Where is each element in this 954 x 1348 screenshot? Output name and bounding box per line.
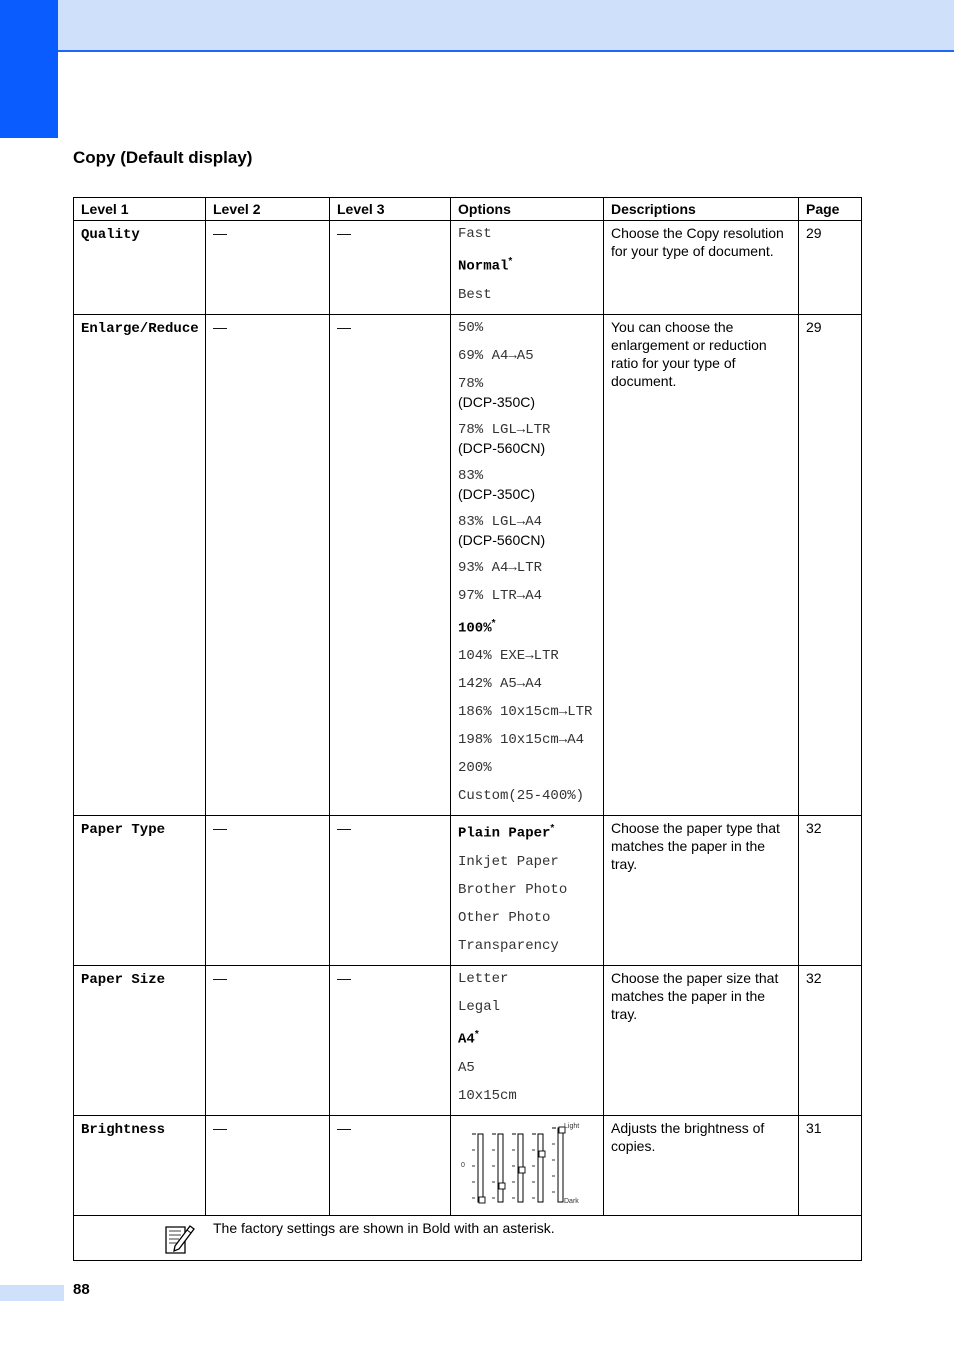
option-item xyxy=(458,225,597,243)
option-label: 93% A4→LTR xyxy=(458,559,543,576)
level3-cell: — xyxy=(330,221,451,315)
option-item xyxy=(458,703,597,721)
header-level1: Level 1 xyxy=(74,198,206,221)
page-cell: 31 xyxy=(799,1115,862,1215)
option-item xyxy=(458,559,597,577)
option-label: 10x15cm xyxy=(458,1087,517,1104)
page-cell: 29 xyxy=(799,314,862,816)
header-band xyxy=(0,0,954,52)
page-tab xyxy=(0,1285,64,1301)
option-label: Transparency xyxy=(458,937,559,954)
option-label: 104% EXE→LTR xyxy=(458,648,559,665)
note-text: The factory settings are shown in Bold with an asterisk. xyxy=(213,1219,555,1236)
section-title: Copy (Default display) xyxy=(73,148,253,167)
option-item xyxy=(458,375,597,411)
header-options: Options xyxy=(451,198,604,221)
options-cell xyxy=(451,816,604,966)
option-item xyxy=(458,587,597,605)
option-label: 83% LGL→A4 xyxy=(458,513,543,530)
level1-cell: Paper Type xyxy=(74,816,206,966)
option-label: Inkjet Paper xyxy=(458,853,559,870)
level3-cell: — xyxy=(330,1115,451,1215)
table-row xyxy=(74,965,862,1115)
option-label: 50% xyxy=(458,319,484,336)
option-item xyxy=(458,787,597,805)
level2-cell: — xyxy=(206,816,330,966)
option-item xyxy=(458,853,597,871)
option-label: 69% A4→A5 xyxy=(458,347,534,364)
option-item xyxy=(458,1059,597,1077)
option-item xyxy=(458,731,597,749)
option-item xyxy=(458,615,597,638)
table-row xyxy=(74,314,862,816)
note-row xyxy=(74,1215,862,1260)
option-label: 198% 10x15cm→A4 xyxy=(458,732,585,749)
option-label: 142% A5→A4 xyxy=(458,676,543,693)
table-row xyxy=(74,816,862,966)
option-label: Other Photo xyxy=(458,909,551,926)
level3-cell: — xyxy=(330,816,451,966)
table-row xyxy=(74,221,862,315)
option-label: 83% xyxy=(458,467,484,484)
default-asterisk: * xyxy=(474,1028,479,1040)
model-note: (DCP-350C) xyxy=(458,393,536,410)
options-cell xyxy=(451,1115,604,1215)
option-item xyxy=(458,909,597,927)
table-row xyxy=(74,1115,862,1215)
description-cell: Choose the Copy resolution for your type of document. xyxy=(604,221,799,315)
option-label: Legal xyxy=(458,998,501,1015)
default-asterisk: * xyxy=(491,617,496,629)
header-level3: Level 3 xyxy=(330,198,451,221)
header-descriptions: Descriptions xyxy=(604,198,799,221)
copy-settings-table xyxy=(73,197,862,1261)
option-label: Best xyxy=(458,286,492,303)
description-cell: Choose the paper type that matches the paper in the tray. xyxy=(604,816,799,966)
level2-cell: — xyxy=(206,314,330,816)
option-label: A4 xyxy=(458,1031,475,1048)
option-item xyxy=(458,820,597,843)
level1-cell: Enlarge/Reduce xyxy=(74,314,206,816)
description-cell: Adjusts the brightness of copies. xyxy=(604,1115,799,1215)
description-cell: You can choose the enlargement or reduction ratio for your type of document. xyxy=(604,314,799,816)
brightness-slider-icon xyxy=(458,1120,588,1204)
option-label: 186% 10x15cm→LTR xyxy=(458,704,593,721)
level2-cell: — xyxy=(206,965,330,1115)
option-label: Custom(25-400%) xyxy=(458,788,585,805)
option-item xyxy=(458,253,597,276)
option-label: 100% xyxy=(458,620,492,637)
option-label: Fast xyxy=(458,226,492,242)
option-item xyxy=(458,1026,597,1049)
level2-cell: — xyxy=(206,221,330,315)
option-item xyxy=(458,970,597,988)
option-item xyxy=(458,937,597,955)
level1-cell: Quality xyxy=(74,221,206,315)
model-note: (DCP-560CN) xyxy=(458,531,546,548)
option-item xyxy=(458,286,597,304)
level3-cell: — xyxy=(330,314,451,816)
description-cell: Choose the paper size that matches the paper in the tray. xyxy=(604,965,799,1115)
option-label: 78% xyxy=(458,375,484,392)
options-cell xyxy=(451,314,604,816)
option-label: Plain Paper xyxy=(458,825,551,842)
option-label: 200% xyxy=(458,760,492,777)
option-label: 78% LGL→LTR xyxy=(458,421,551,438)
default-asterisk: * xyxy=(550,823,555,835)
light-label: Light xyxy=(564,1122,580,1130)
option-item xyxy=(458,421,597,457)
option-item xyxy=(458,675,597,693)
options-cell xyxy=(451,965,604,1115)
option-label: Letter xyxy=(458,970,509,987)
option-label: 97% LTR→A4 xyxy=(458,587,543,604)
option-item xyxy=(458,647,597,665)
page-cell: 29 xyxy=(799,221,862,315)
header-page: Page xyxy=(799,198,862,221)
level2-cell: — xyxy=(206,1115,330,1215)
note-pencil-icon xyxy=(163,1220,197,1256)
page-cell: 32 xyxy=(799,965,862,1115)
options-cell xyxy=(451,221,604,315)
default-asterisk: * xyxy=(508,256,513,267)
header-level2: Level 2 xyxy=(206,198,330,221)
model-note: (DCP-350C) xyxy=(458,485,536,502)
option-item xyxy=(458,513,597,549)
option-item xyxy=(458,319,597,337)
option-label: A5 xyxy=(458,1059,475,1076)
chapter-tab xyxy=(0,0,58,138)
option-item xyxy=(458,759,597,777)
page-cell: 32 xyxy=(799,816,862,966)
option-item xyxy=(458,998,597,1016)
level1-cell: Brightness xyxy=(74,1115,206,1215)
model-note: (DCP-560CN) xyxy=(458,439,546,456)
level3-cell: — xyxy=(330,965,451,1115)
option-item xyxy=(458,467,597,503)
dark-label: Dark xyxy=(564,1197,579,1204)
page-number: 88 xyxy=(73,1281,90,1298)
option-item xyxy=(458,881,597,899)
zero-label: 0 xyxy=(461,1161,465,1169)
option-label: Brother Photo xyxy=(458,881,568,898)
option-label: Normal xyxy=(458,258,509,275)
option-item xyxy=(458,1087,597,1105)
table-header-row xyxy=(74,198,862,221)
option-item xyxy=(458,347,597,365)
level1-cell: Paper Size xyxy=(74,965,206,1115)
